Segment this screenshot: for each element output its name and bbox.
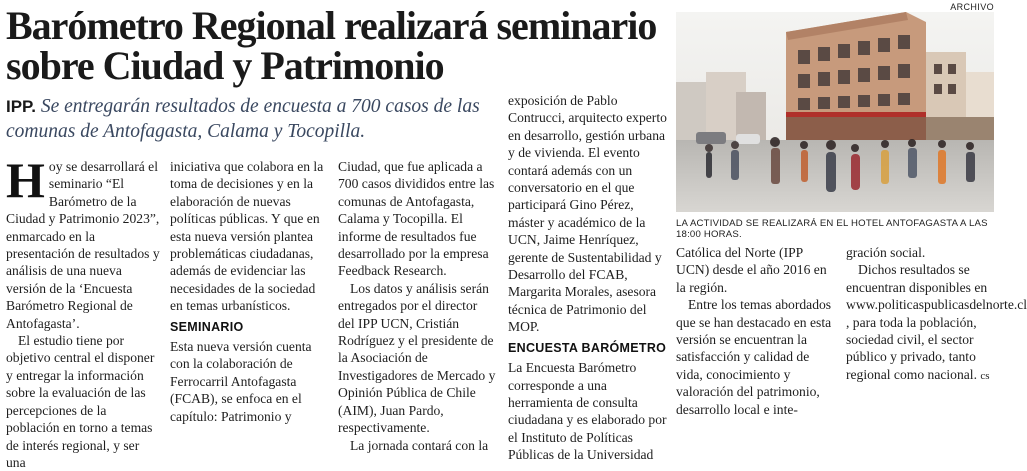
column-6 bbox=[846, 244, 1027, 385]
photo-credit: ARCHIVO bbox=[950, 2, 994, 12]
column-2 bbox=[170, 158, 326, 425]
paragraph: Entre los temas abordados que se han destacado en esta versión se encuentran la satisfacción y calidad de vida, conocimiento y valoración del patrimonio, desarrollo local e inte- bbox=[676, 297, 832, 417]
subheading-encuesta: ENCUESTA BARÓMETRO bbox=[508, 340, 667, 355]
paragraph: El estudio tiene por objetivo central el disponer y entregar la información sobre la evaluación de las percepciones de la población en torno a temas de interés regional, y ser una bbox=[6, 333, 155, 470]
subheading-seminario: SEMINARIO bbox=[170, 319, 244, 334]
end-mark-icon: cs bbox=[980, 369, 990, 382]
headline: Barómetro Regional realizará seminario sobre Ciudad y Patrimonio bbox=[6, 3, 657, 88]
deck bbox=[6, 94, 506, 144]
paragraph: Esta nueva versión cuenta con la colaboración de Ferrocarril Antofagasta (FCAB), se enfoca en el capítulo: Patrimonio y bbox=[170, 339, 312, 424]
street-photo bbox=[676, 12, 994, 212]
paragraph: La Encuesta Barómetro corresponde a una herramienta de consulta ciudadana y es elaborado por el Instituto de Políticas Públicas de la Universidad bbox=[508, 360, 667, 463]
paragraph bbox=[6, 152, 162, 332]
paragraph: iniciativa que colabora en la toma de decisiones y en la elaboración de nuevas políticas públicas. Y que en esta nueva versión plantea problemáticas ciudadanas, además de evidenciar las necesidades de la sociedad en temas urbanísticos. bbox=[170, 159, 324, 314]
photo-caption: LA ACTIVIDAD SE REALIZARÁ EN EL HOTEL ANTOFAGASTA A LAS 18:00 HORAS. bbox=[676, 218, 988, 240]
paragraph: exposición de Pablo Contrucci, arquitecto experto en desarrollo, gestión urbana y de vivienda. El evento contará además con un conversatorio en el que participará Gino Pérez, máster y académico de la UCN, Jaime Henríquez, gerente de Sustentabilidad y Desarrollo del FCAB, Margarita Morales, asesora técnica de Patrimonio del MOP. bbox=[508, 93, 667, 335]
paragraph-text: Dichos resultados se encuentran disponibles en www.politicaspublicasdelnorte.cl , para toda la población, sociedad civil, el sector público y privado, tanto regional como nacional. bbox=[846, 262, 1027, 382]
paragraph bbox=[846, 261, 1027, 385]
column-5 bbox=[676, 244, 834, 418]
paragraph: La jornada contará con la bbox=[350, 437, 489, 453]
street-photo-illustration bbox=[676, 12, 994, 212]
drop-cap: H bbox=[6, 152, 45, 208]
paragraph: gración social. bbox=[846, 245, 926, 260]
paragraph-text: oy se desarrollará el seminario “El Barómetro de la Ciudad y Patrimonio 2023”, enmarcado en la presentación de resultados y análisis de una nueva versión de la ‘Encuesta Barómetro Regional de Antofagasta’. bbox=[6, 159, 160, 331]
deck-text: Se entregarán resultados de encuesta a 700 casos de las comunas de Antofagasta, Calama y Tocopilla. bbox=[6, 96, 480, 142]
column-1 bbox=[6, 152, 162, 471]
column-3 bbox=[338, 158, 496, 454]
paragraph: Los datos y análisis serán entregados por el director del IPP UCN, Cristián Rodríguez y el presidente de la Asociación de Investigadores de Mercado y Opinión Pública de Chile (AIM), Juan Pardo, respectivamente. bbox=[338, 280, 496, 436]
paragraph: Católica del Norte (IPP UCN) desde el año 2016 en la región. bbox=[676, 245, 827, 295]
column-4 bbox=[508, 92, 668, 464]
deck-tag: IPP. bbox=[6, 97, 36, 116]
paragraph: Ciudad, que fue aplicada a 700 casos divididos entre las comunas de Antofagasta, Calama y Tocopilla. El informe de resultados fue desarrollado por la empresa Feedback Research. bbox=[338, 159, 495, 279]
